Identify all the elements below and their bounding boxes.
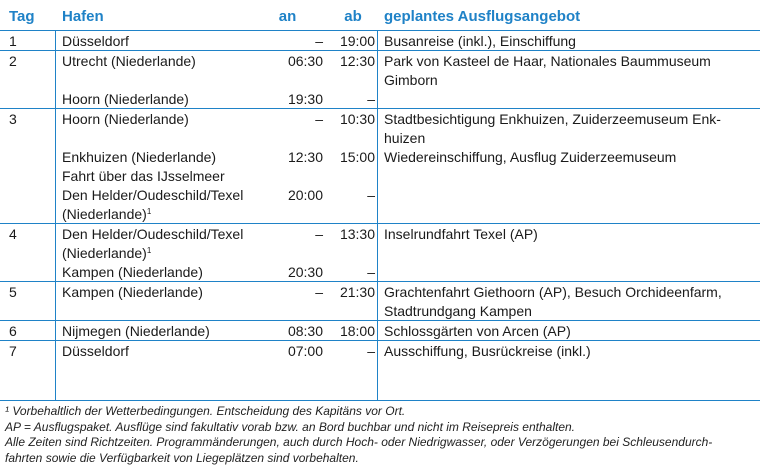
- excursion-offer-text: Park von Kasteel de Haar, Nationales Baummuseum: [384, 53, 711, 69]
- header-hafen: Hafen: [62, 8, 104, 25]
- header-ab: ab: [344, 8, 362, 25]
- day-row: [0, 340, 760, 360]
- port-name: [62, 322, 210, 341]
- arrival-time: [265, 263, 323, 282]
- port-name-text: Fahrt über das IJsselmeer: [62, 168, 225, 184]
- port-name-text: Hoorn (Niederlande): [62, 111, 189, 127]
- departure-time: [323, 52, 375, 71]
- excursion-offer-text: huizen: [384, 130, 426, 146]
- day-number: [9, 322, 17, 341]
- itinerary-line: [0, 301, 760, 320]
- arrival-time: [265, 52, 323, 71]
- port-name-text: Enkhuizen (Niederlande): [62, 149, 217, 165]
- arrival-time: [265, 322, 323, 341]
- port-name: [62, 167, 225, 186]
- arrival-time-text: 06:30: [287, 53, 323, 69]
- column-divider: [55, 30, 56, 400]
- excursion-offer: [384, 342, 591, 361]
- arrival-time-text: 20:00: [287, 187, 323, 203]
- port-name: [62, 148, 216, 167]
- excursion-offer-text: Stadtbesichtigung Enkhuizen, Zuiderzeemuseum Enk-: [384, 111, 721, 127]
- excursion-offer-text: Busanreise (inkl.), Einschiffung: [384, 33, 576, 49]
- departure-time: [323, 32, 375, 51]
- arrival-time-text: –: [315, 111, 323, 127]
- excursion-offer-text: Inselrundfahrt Texel (AP): [384, 226, 538, 242]
- day-number: [9, 110, 17, 129]
- column-divider: [377, 30, 378, 400]
- excursion-offer: [384, 302, 532, 321]
- footnote-times-1: Alle Zeiten sind Richtzeiten. Programmänderungen, auch durch Hoch- oder Niedrigwasser, oder Verzögerungen bei Schleusendurch-: [5, 435, 713, 449]
- departure-time: [323, 283, 375, 302]
- arrival-time: [265, 32, 323, 51]
- port-name: [62, 205, 151, 224]
- arrival-time: [265, 90, 323, 109]
- departure-time: [323, 110, 375, 129]
- itinerary-line: [0, 185, 760, 204]
- arrival-time-text: –: [315, 226, 323, 242]
- footnote-ap: AP = Ausflugspaket. Ausflüge sind fakultativ vorab bzw. an Bord buchbar und nicht im Reisepreis enthalten.: [5, 419, 575, 434]
- port-name-text: Den Helder/Oudeschild/Texel: [62, 187, 244, 203]
- port-name-text: Düsseldorf: [62, 33, 129, 49]
- port-name: [62, 52, 196, 71]
- day-number-text: 2: [9, 53, 17, 69]
- excursion-offer: [384, 52, 711, 71]
- header-an: an: [278, 8, 297, 25]
- departure-time: [323, 90, 375, 109]
- departure-time-text: 12:30: [339, 53, 375, 69]
- itinerary-table: [0, 30, 760, 360]
- day-row: [0, 223, 760, 281]
- departure-time-text: –: [367, 91, 375, 107]
- arrival-time-text: –: [315, 33, 323, 49]
- day-row: [0, 108, 760, 223]
- day-number-text: 3: [9, 111, 17, 127]
- day-number: [9, 225, 17, 244]
- departure-time: [323, 263, 375, 282]
- port-name-text: (Niederlande): [62, 245, 147, 261]
- day-number-text: 1: [9, 33, 17, 49]
- excursion-offer: [384, 283, 722, 302]
- departure-time-text: –: [367, 187, 375, 203]
- day-number-text: 7: [9, 343, 17, 359]
- itinerary-line: [0, 70, 760, 89]
- port-name: [62, 32, 129, 51]
- day-number: [9, 342, 17, 361]
- excursion-offer: [384, 225, 538, 244]
- departure-time: [323, 186, 375, 205]
- excursion-offer: [384, 32, 576, 51]
- port-name: [62, 342, 129, 361]
- itinerary-line: [0, 166, 760, 185]
- excursion-offer: [384, 148, 676, 167]
- itinerary-line: [0, 341, 760, 360]
- port-name-text: (Niederlande): [62, 206, 147, 222]
- arrival-time-text: –: [315, 284, 323, 300]
- port-name-text: Hoorn (Niederlande): [62, 91, 189, 107]
- port-name-text: Kampen (Niederlande): [62, 264, 203, 280]
- day-number: [9, 32, 17, 51]
- excursion-offer-text: Grachtenfahrt Giethoorn (AP), Besuch Orchideenfarm,: [384, 284, 722, 300]
- day-row: [0, 30, 760, 50]
- footnote-marker: 1: [146, 207, 152, 216]
- arrival-time: [265, 342, 323, 361]
- itinerary-line: [0, 128, 760, 147]
- header-angebot: geplantes Ausflugsangebot: [384, 8, 581, 25]
- departure-time-text: 10:30: [339, 111, 375, 127]
- day-row: [0, 50, 760, 108]
- itinerary-line: [0, 147, 760, 166]
- itinerary-line: [0, 282, 760, 301]
- day-number-text: 6: [9, 323, 17, 339]
- departure-time-text: 18:00: [339, 323, 375, 339]
- itinerary-line: [0, 321, 760, 340]
- excursion-offer-text: Wiedereinschiffung, Ausflug Zuiderzeemuseum: [384, 149, 677, 165]
- port-name-text: Nijmegen (Niederlande): [62, 323, 210, 339]
- departure-time-text: 13:30: [339, 226, 375, 242]
- port-name: [62, 283, 203, 302]
- excursion-offer: [384, 129, 425, 148]
- departure-time: [323, 225, 375, 244]
- port-name: [62, 90, 189, 109]
- excursion-offer: [384, 71, 438, 90]
- table-bottom-rule: [0, 400, 760, 401]
- excursion-offer: [384, 110, 721, 129]
- port-name-text: Kampen (Niederlande): [62, 284, 203, 300]
- arrival-time: [265, 186, 323, 205]
- excursion-offer-text: Schlossgärten von Arcen (AP): [384, 323, 571, 339]
- itinerary-line: [0, 243, 760, 262]
- excursion-offer-text: Ausschiffung, Busrückreise (inkl.): [384, 343, 591, 359]
- itinerary-line: [0, 224, 760, 243]
- itinerary-line: [0, 204, 760, 223]
- day-row: [0, 281, 760, 320]
- departure-time-text: 15:00: [339, 149, 375, 165]
- itinerary-line: [0, 89, 760, 108]
- footnotes: [5, 404, 757, 466]
- arrival-time: [265, 283, 323, 302]
- port-name: [62, 110, 189, 129]
- footnote-marker: 1: [146, 246, 152, 255]
- itinerary-line: [0, 31, 760, 50]
- departure-time: [323, 322, 375, 341]
- port-name-text: Utrecht (Niederlande): [62, 53, 196, 69]
- day-row: [0, 320, 760, 340]
- arrival-time: [265, 225, 323, 244]
- arrival-time-text: 12:30: [287, 149, 323, 165]
- departure-time-text: –: [367, 264, 375, 280]
- port-name-text: Düsseldorf: [62, 343, 129, 359]
- header-tag: Tag: [9, 8, 35, 25]
- port-name: [62, 244, 151, 263]
- port-name: [62, 225, 243, 244]
- day-number-text: 4: [9, 226, 17, 242]
- arrival-time: [265, 110, 323, 129]
- departure-time-text: 19:00: [339, 33, 375, 49]
- itinerary-line: [0, 262, 760, 281]
- departure-time-text: 21:30: [339, 284, 375, 300]
- departure-time-text: –: [367, 343, 375, 359]
- day-number-text: 5: [9, 284, 17, 300]
- excursion-offer-text: Stadtrundgang Kampen: [384, 303, 532, 319]
- arrival-time-text: 20:30: [287, 264, 323, 280]
- port-name: [62, 186, 243, 205]
- excursion-offer: [384, 322, 571, 341]
- itinerary-line: [0, 109, 760, 128]
- footnote-times-2: fahrten sowie die Verfügbarkeit von Liegeplätzen sind vorbehalten.: [5, 450, 359, 465]
- arrival-time-text: 07:00: [287, 343, 323, 359]
- arrival-time-text: 19:30: [287, 91, 323, 107]
- day-number: [9, 52, 17, 71]
- itinerary-line: [0, 51, 760, 70]
- port-name-text: Den Helder/Oudeschild/Texel: [62, 226, 244, 242]
- table-header: [0, 0, 760, 30]
- footnote-weather: ¹ Vorbehaltlich der Wetterbedingungen. Entscheidung des Kapitäns vor Ort.: [5, 404, 406, 418]
- port-name: [62, 263, 203, 282]
- excursion-offer-text: Gimborn: [384, 72, 438, 88]
- departure-time: [323, 148, 375, 167]
- departure-time: [323, 342, 375, 361]
- day-number: [9, 283, 17, 302]
- arrival-time-text: 08:30: [287, 323, 323, 339]
- arrival-time: [265, 148, 323, 167]
